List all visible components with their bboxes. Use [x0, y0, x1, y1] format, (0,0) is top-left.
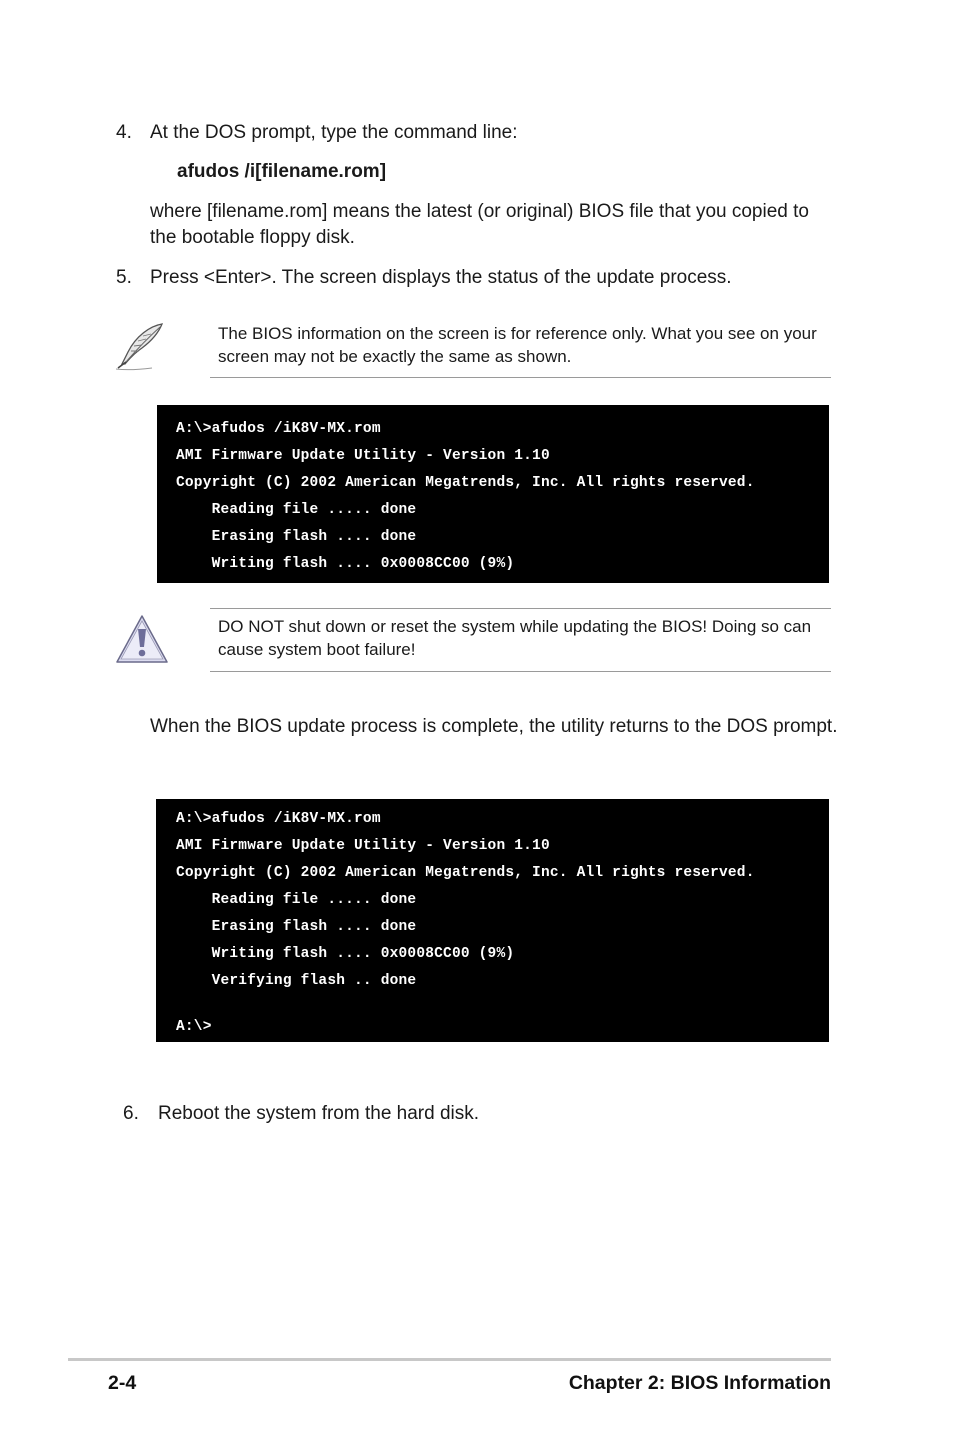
terminal-2-line: Erasing flash .... done	[176, 919, 417, 935]
terminal-1-line: A:\>afudos /iK8V-MX.rom	[176, 421, 381, 437]
step-6-text: Reboot the system from the hard disk.	[158, 1103, 480, 1124]
step-4-number: 4.	[116, 122, 132, 143]
terminal-1-line: Erasing flash .... done	[176, 529, 417, 545]
terminal-screen-1	[157, 405, 829, 583]
terminal-1-line: AMI Firmware Update Utility - Version 1.10	[176, 448, 550, 464]
explanation-line-2: the bootable floppy disk.	[150, 227, 355, 248]
terminal-2-line: Copyright (C) 2002 American Megatrends, Inc. All rights reserved.	[176, 865, 755, 881]
note-bottom-rule	[210, 377, 831, 378]
command-line: afudos /i[filename.rom]	[177, 161, 387, 182]
terminal-2-line: AMI Firmware Update Utility - Version 1.10	[176, 838, 550, 854]
explanation-line-1: where [filename.rom] means the latest (or original) BIOS file that you copied to	[150, 201, 809, 222]
chapter-title: Chapter 2: BIOS Information	[568, 1372, 831, 1394]
warning-triangle-icon	[114, 612, 170, 668]
step-4-text: At the DOS prompt, type the command line:	[150, 122, 518, 143]
warning-line-1: DO NOT shut down or reset the system while updating the BIOS! Doing so can	[218, 617, 812, 636]
page-number: 2-4	[108, 1372, 137, 1394]
footer-rule	[68, 1358, 831, 1361]
complete-text: When the BIOS update process is complete, the utility returns to the DOS prompt.	[150, 716, 838, 737]
warning-bottom-rule	[210, 671, 831, 672]
warning-line-2: cause system boot failure!	[218, 640, 416, 659]
step-5-number: 5.	[116, 267, 132, 288]
terminal-screen-2	[156, 799, 829, 1042]
step-6-number: 6.	[123, 1103, 139, 1124]
terminal-2-line: Verifying flash .. done	[176, 973, 417, 989]
warning-top-rule	[210, 608, 831, 609]
feather-pen-icon	[112, 318, 170, 376]
terminal-1-line: Writing flash .... 0x0008CC00 (9%)	[176, 556, 515, 572]
terminal-1-line: Copyright (C) 2002 American Megatrends, Inc. All rights reserved.	[176, 475, 755, 491]
terminal-2-prompt: A:\>	[176, 1019, 212, 1035]
terminal-2-line: Writing flash .... 0x0008CC00 (9%)	[176, 946, 515, 962]
note-line-2: screen may not be exactly the same as shown.	[218, 347, 572, 366]
note-line-1: The BIOS information on the screen is for reference only. What you see on your	[218, 324, 817, 343]
terminal-2-line: Reading file ..... done	[176, 892, 417, 908]
step-5-text: Press <Enter>. The screen displays the status of the update process.	[150, 267, 732, 288]
terminal-1-line: Reading file ..... done	[176, 502, 417, 518]
terminal-2-line: A:\>afudos /iK8V-MX.rom	[176, 811, 381, 827]
